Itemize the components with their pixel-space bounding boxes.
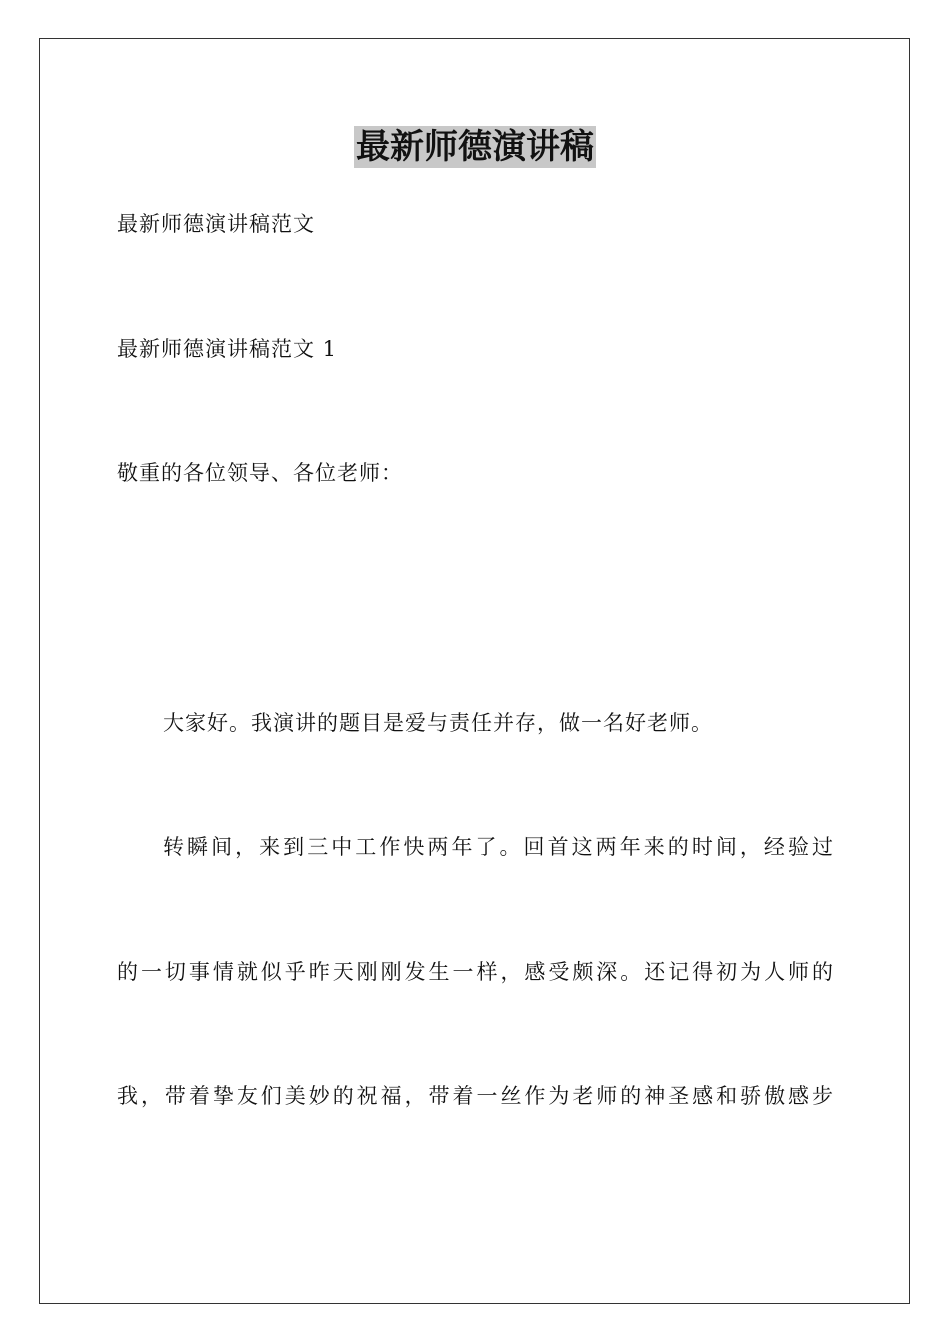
- paragraph-line: 大家好。我演讲的题目是爱与责任并存，做一名好老师。: [163, 711, 713, 735]
- paragraph-line: 的一切事情就似乎昨天刚刚发生一样，感受颇深。还记得初为人师的: [117, 960, 833, 984]
- section-heading: 最新师德演讲稿范文 1: [117, 337, 338, 361]
- paragraph-line: 转瞬间，来到三中工作快两年了。回首这两年来的时间，经验过: [163, 835, 833, 859]
- paragraph-line: 我，带着挚友们美妙的祝福，带着一丝作为老师的神圣感和骄傲感步: [117, 1084, 833, 1108]
- salutation: 敬重的各位领导、各位老师：: [117, 461, 403, 485]
- document-subtitle: 最新师德演讲稿范文: [117, 212, 315, 236]
- document-title: 最新师德演讲稿: [356, 127, 594, 167]
- title-container: [0, 126, 950, 168]
